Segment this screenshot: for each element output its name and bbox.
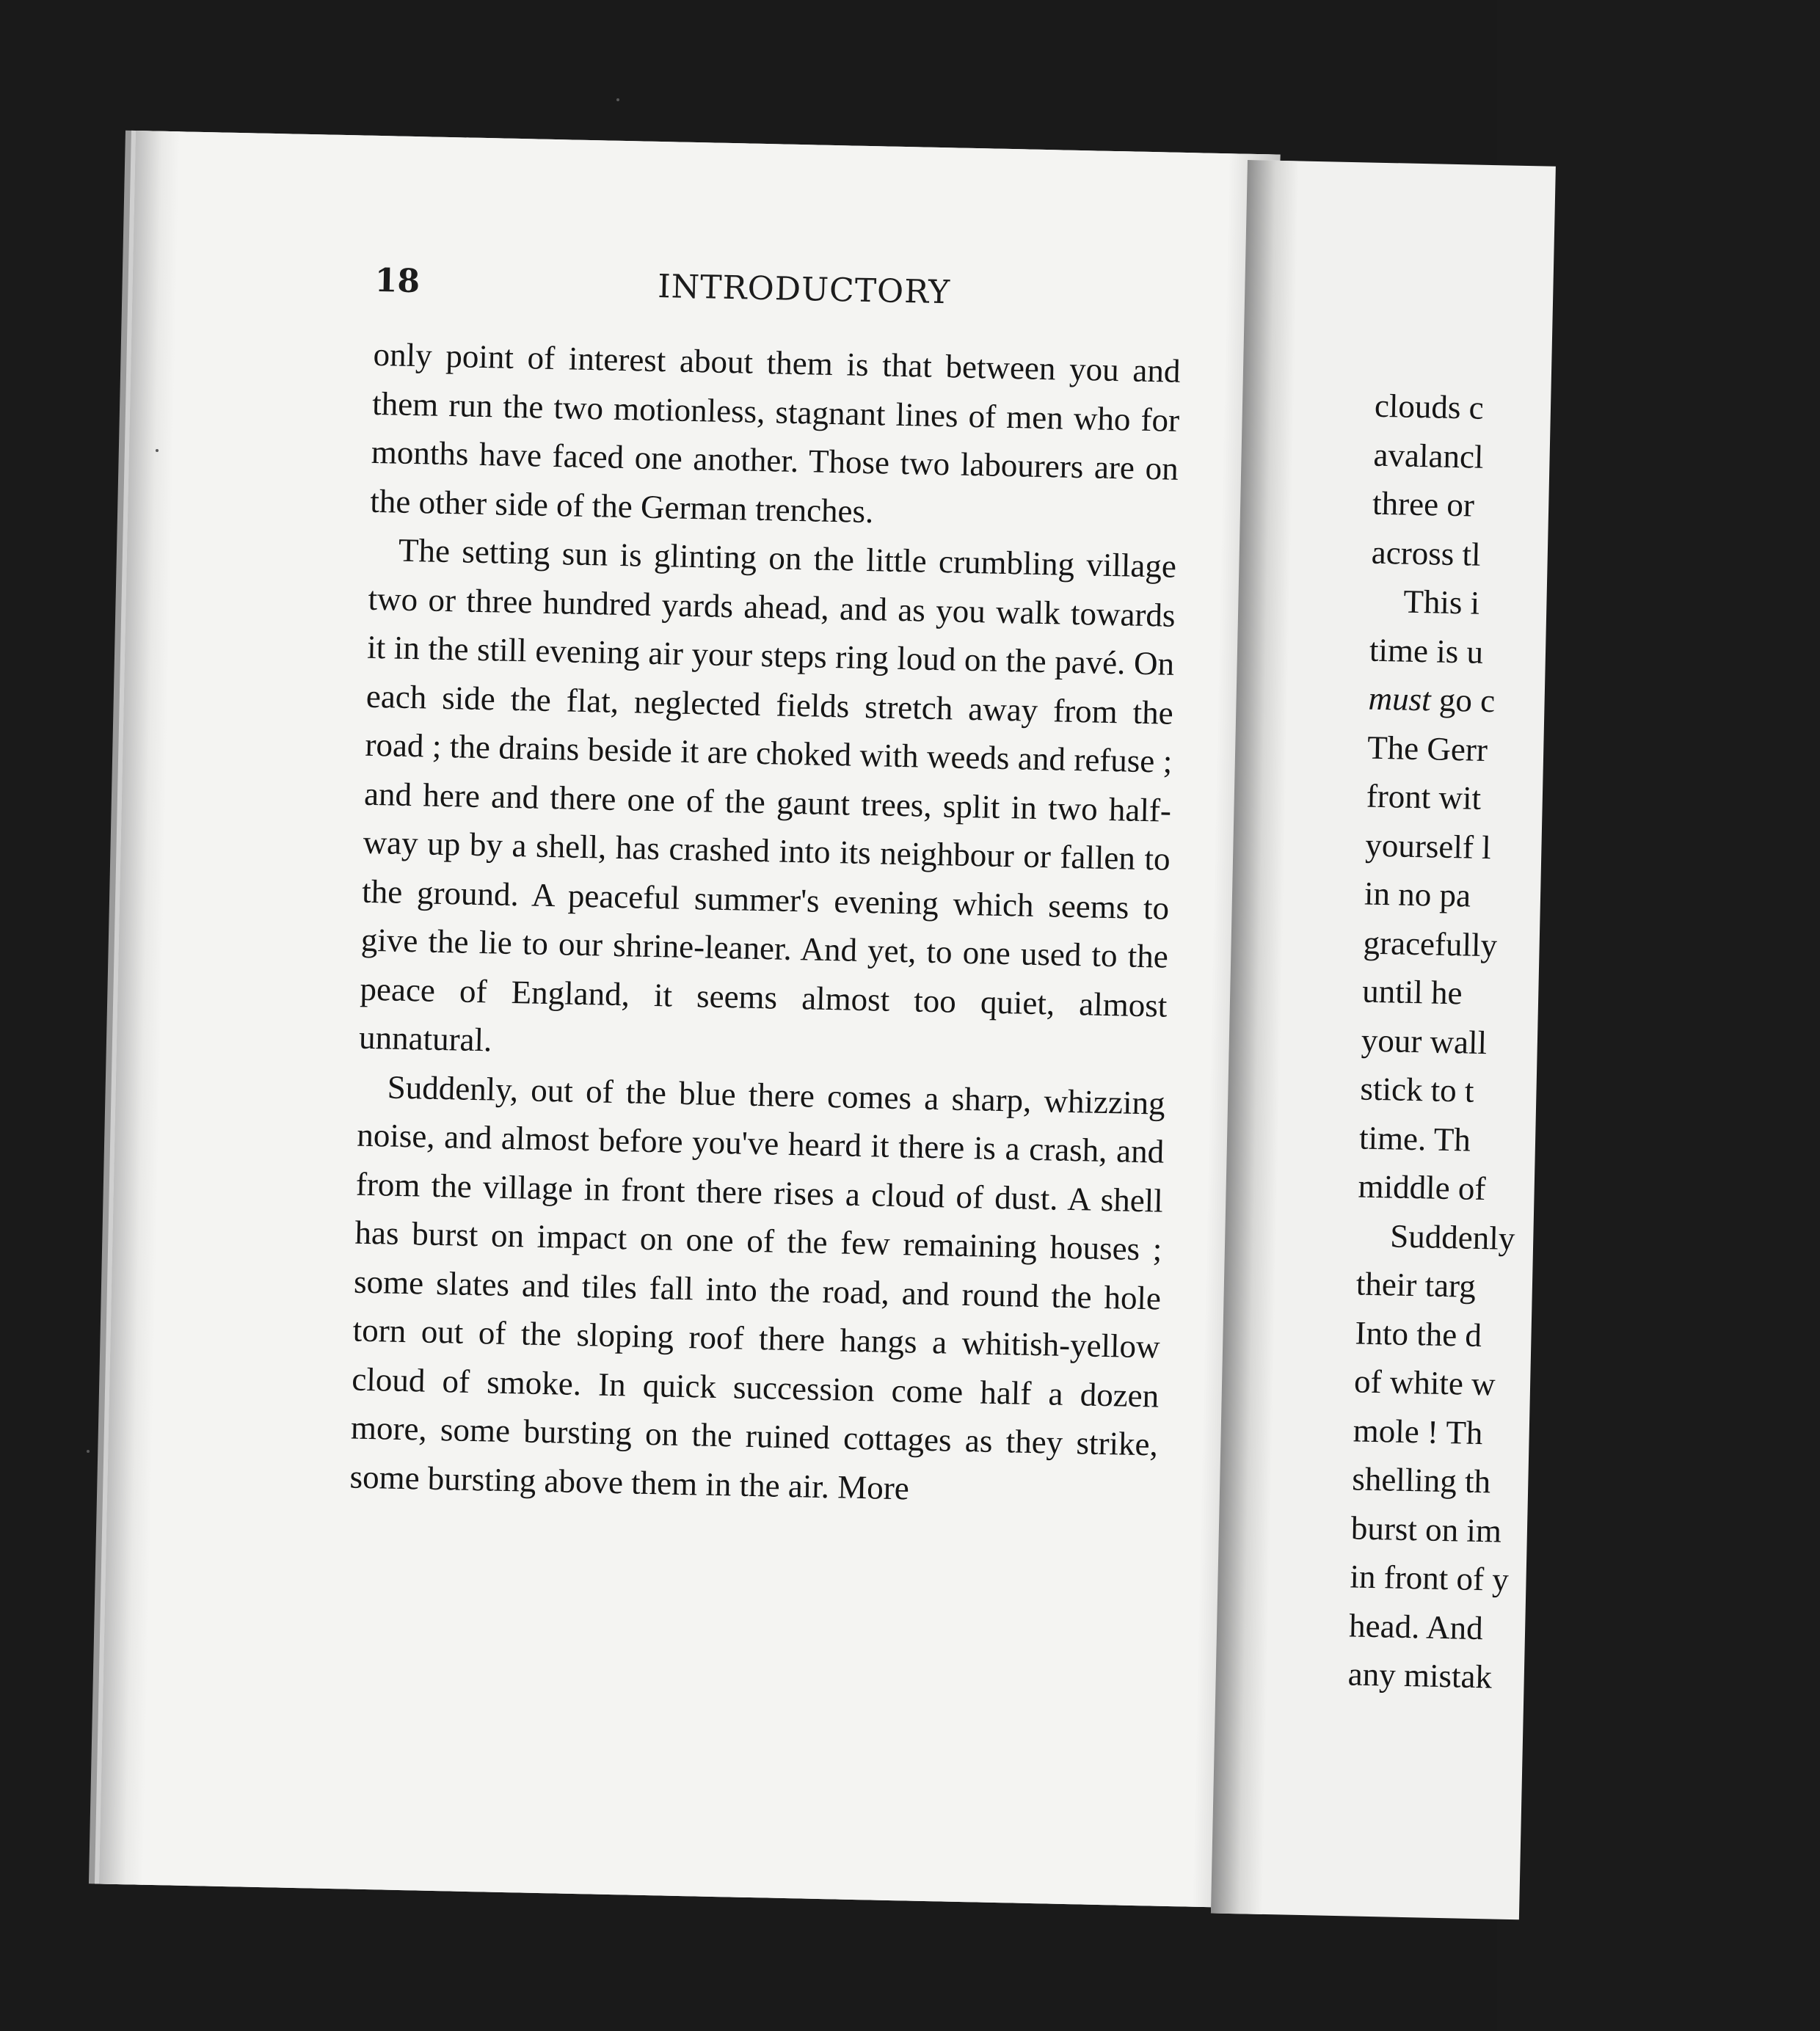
right-page-line: until he [1361,972,1463,1012]
paragraph-continued: only point of interest about them is that between you and them run the two motionless, stagnant lines of men who for months have faced one another. Those two labourers are on the other side of the German trenches. [369,335,1181,530]
right-page-line: your wall [1361,1021,1488,1061]
running-head [374,262,1234,324]
right-page-text [1347,382,1815,1708]
right-page-line: across tl [1371,533,1482,573]
right-page-line: gracefully [1363,924,1498,963]
right-page-line: in front of y [1350,1558,1510,1598]
paragraph: Suddenly, out of the blue there comes a sharp, whizzing noise, and almost before you've heard it there is a crash, and from the village in front there rises a cloud of dust. A shell has burst on impact on one of the few remaining houses ; some slates and tiles fall into the road, and round the hole torn out of the sloping roof there hangs a whitish-yellow cloud of smoke. In quick succession come half a dozen more, some bursting on the ruined cottages as they strike, some bursting above them in the air. More [349,1068,1166,1506]
scan-speck [156,449,159,452]
right-page-line: must go c [1368,679,1496,720]
left-page [99,131,1281,1908]
running-head-title: INTRODUCTORY [657,267,951,312]
right-page-line: avalancl [1373,436,1485,475]
right-page [1211,160,1556,1919]
right-page-line: This i [1402,583,1480,621]
right-page-line: three or [1372,484,1475,524]
scan-speck [616,98,619,101]
page-edge [99,131,180,1885]
right-page-line: shelling th [1351,1460,1491,1501]
right-page-line: clouds c [1374,387,1485,426]
right-page-line: any mistak [1347,1655,1493,1696]
right-page-line: front wit [1366,777,1482,817]
right-page-line: Into the d [1355,1313,1482,1354]
right-page-line: in no pa [1364,875,1471,914]
right-page-line: mole ! Th [1353,1411,1483,1451]
body-text [349,330,1181,1518]
paragraph: The setting sun is glinting on the little crumbling village two or three hundred yards ahead, and as you walk towards it in the still evening air your steps ring loud on the pavé. On each side the flat, neglected fields stretch away from the road ; the drains beside it are choked with weeds and refuse ; and here and there one of the gaunt trees, split in two half-way up by a shell, has crashed into its neighbour or fallen to the ground. A peaceful summer's evening which seems to give the lie to our shrine-leaner. And yet, to one used to the peace of England, it seems almost too quiet, almost unnatural. [358,531,1177,1059]
right-page-line: time is u [1369,631,1484,671]
right-page-line: Suddenly [1389,1217,1515,1257]
right-page-line: time. Th [1358,1118,1471,1159]
right-page-line: The Gerr [1366,729,1488,768]
right-page-line: their targ [1355,1265,1477,1305]
page-number: 18 [374,261,421,301]
right-page-line: middle of [1358,1167,1486,1208]
right-page-line: stick to t [1360,1070,1475,1109]
right-page-line: head. And [1348,1606,1484,1647]
scan-speck [87,1450,90,1453]
right-page-line: of white w [1353,1363,1496,1403]
right-page-line: yourself l [1364,826,1492,866]
right-page-line: burst on im [1350,1509,1502,1550]
